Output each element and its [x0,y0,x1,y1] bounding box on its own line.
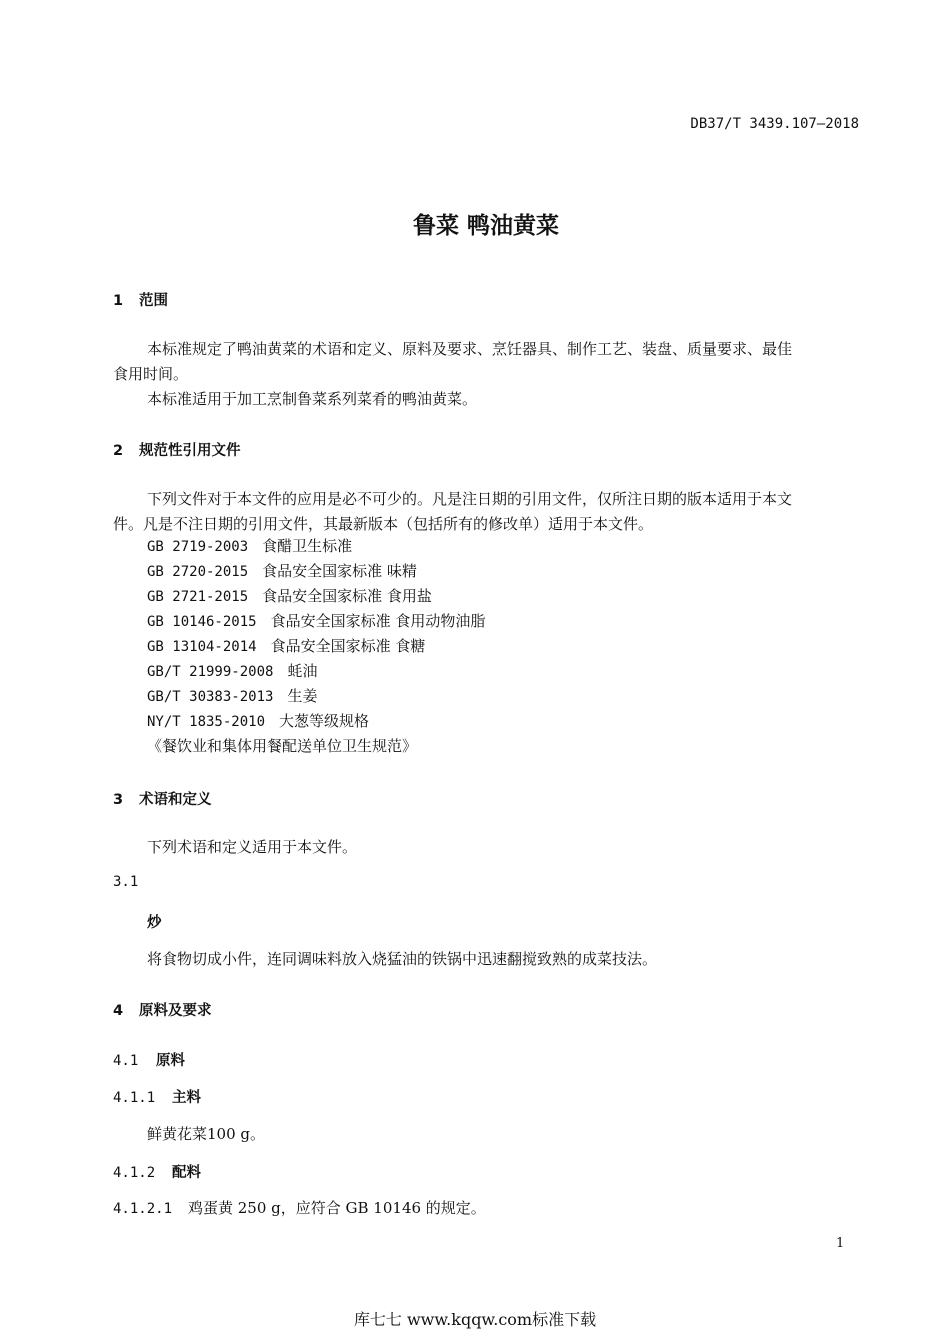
subsection-number: 4.1 [113,1053,139,1069]
reference-item [147,709,485,734]
paragraph: 本标准适用于加工烹制鲁菜系列菜肴的鸭油黄菜。 [147,390,478,408]
term-definition: 将食物切成小件，连同调味料放入烧猛油的铁锅中迅速翻搅致熟的成菜技法。 [147,950,658,968]
paragraph: 本标准规定了鸭油黄菜的术语和定义、原料及要求、烹饪器具、制作工艺、装盘、质量要求、最佳 [147,340,793,358]
reference-item [147,734,485,759]
page-title: 鲁菜 鸭油黄菜 [412,213,559,239]
term-number: 3.1 [113,874,139,890]
reference-code: GB 2721-2015 [147,589,249,605]
reference-title: 蚝油 [287,662,318,680]
reference-code: GB/T 21999-2008 [147,664,274,680]
section-title: 规范性引用文件 [139,443,241,459]
reference-title: 食品安全国家标准 味精 [262,562,417,580]
subsection-4-1-1-heading [113,1086,201,1107]
reference-item [147,659,485,684]
section-title: 术语和定义 [139,792,212,808]
reference-code: GB 2719-2003 [147,539,249,555]
reference-item [147,634,485,659]
clause-4-1-2-1 [113,1197,486,1218]
paragraph: 食用时间。 [113,365,189,383]
section-title: 原料及要求 [139,1003,212,1019]
reference-title: 食品安全国家标准 食用动物油脂 [270,612,486,630]
reference-title: 《餐饮业和集体用餐配送单位卫生规范》 [147,737,418,755]
term: 炒 [147,915,162,931]
subsection-title: 主料 [172,1090,201,1106]
document-number: DB37/T 3439.107—2018 [690,116,859,132]
subsection-title: 配料 [172,1165,201,1181]
reference-code: GB 10146-2015 [147,614,257,630]
paragraph: 下列术语和定义适用于本文件。 [147,838,358,856]
paragraph: 下列文件对于本文件的应用是必不可少的。凡是注日期的引用文件，仅所注日期的版本适用于本文 [147,490,793,508]
subsection-title: 原料 [156,1053,185,1069]
paragraph: 鲜黄花菜100 g。 [147,1125,266,1143]
subsection-4-1-2-heading [113,1161,201,1182]
page-number: 1 [836,1236,845,1251]
section-2-heading [113,439,241,460]
footer-watermark: 库七七 www.kqqw.com标准下载 [353,1310,597,1329]
reference-item [147,559,485,584]
reference-code: GB 2720-2015 [147,564,249,580]
reference-title: 大葱等级规格 [279,712,370,730]
subsection-4-1-heading [113,1049,185,1070]
reference-title: 食品安全国家标准 食用盐 [262,587,432,605]
reference-code: GB/T 30383-2013 [147,689,274,705]
section-1-heading [113,289,168,310]
section-number: 1 [113,293,124,309]
reference-title: 食品安全国家标准 食糖 [270,637,426,655]
reference-item [147,609,485,634]
paragraph: 件。凡是不注日期的引用文件，其最新版本（包括所有的修改单）适用于本文件。 [113,515,654,533]
reference-code: GB 13104-2014 [147,639,257,655]
reference-item [147,684,485,709]
reference-item [147,534,485,559]
reference-code: NY/T 1835-2010 [147,714,266,730]
reference-title: 生姜 [287,687,318,705]
section-title: 范围 [139,293,168,309]
reference-item [147,584,485,609]
subsection-number: 4.1.1 [113,1090,156,1106]
section-3-heading [113,788,212,809]
section-number: 2 [113,443,124,459]
subsection-number: 4.1.2 [113,1165,156,1181]
section-number: 3 [113,792,124,808]
reference-title: 食醋卫生标准 [262,537,353,555]
clause-number: 4.1.2.1 [113,1201,173,1217]
clause-text: 鸡蛋黄 250 g，应符合 GB 10146 的规定。 [188,1199,486,1217]
section-4-heading [113,999,212,1020]
section-number: 4 [113,1003,124,1019]
normative-references-list [147,534,485,759]
